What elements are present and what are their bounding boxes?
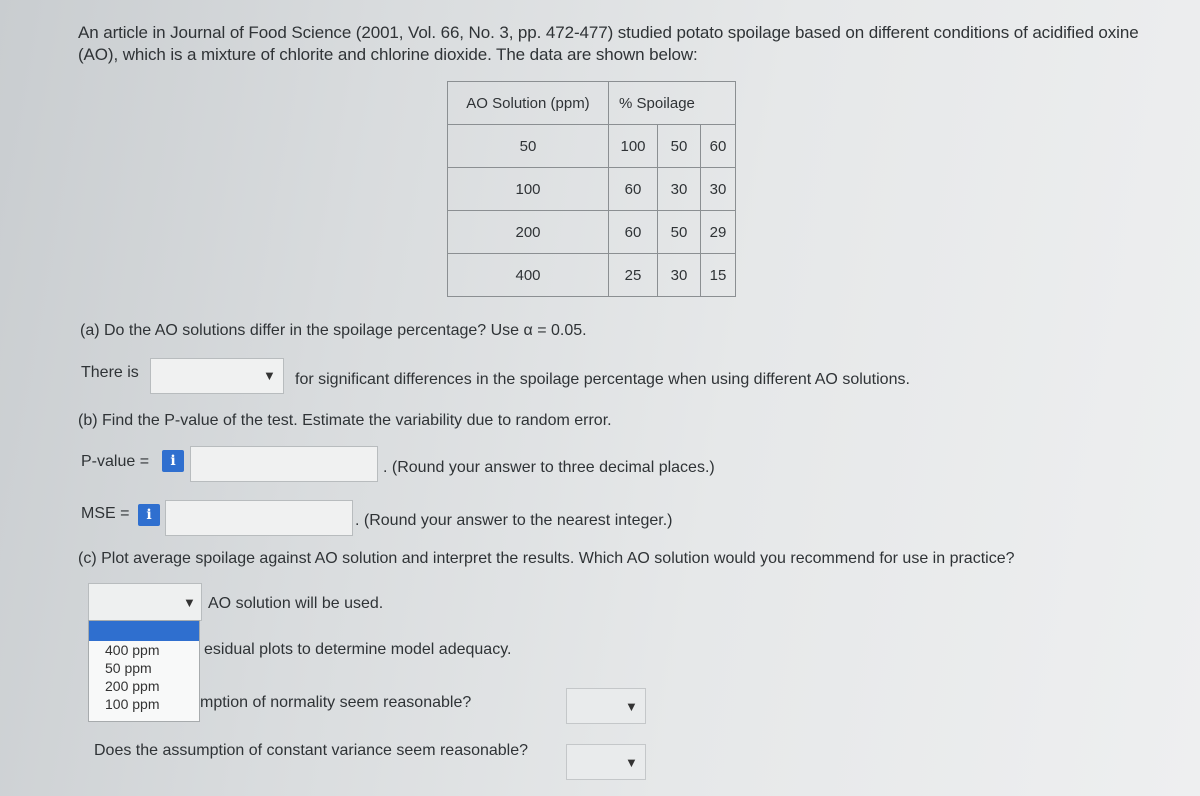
header-ao-solution: AO Solution (ppm) xyxy=(448,82,609,125)
dropdown-option[interactable]: 50 ppm xyxy=(105,660,152,676)
table-cell: 25 xyxy=(609,254,658,297)
table-cell: 30 xyxy=(658,254,701,297)
data-table xyxy=(447,81,736,297)
table-cell: 60 xyxy=(609,211,658,254)
ao-solution-dropdown[interactable] xyxy=(88,620,200,722)
dropdown-option[interactable]: 400 ppm xyxy=(105,642,160,658)
table-cell: 50 xyxy=(658,211,701,254)
table-row xyxy=(448,125,736,168)
pvalue-hint: . (Round your answer to three decimal places.) xyxy=(383,459,715,476)
mse-label: MSE = xyxy=(81,505,130,522)
table-cell-ao: 50 xyxy=(448,125,609,168)
ao-solution-select[interactable] xyxy=(88,583,202,621)
pvalue-label: P-value = xyxy=(81,453,150,470)
table-cell: 30 xyxy=(701,168,736,211)
table-row xyxy=(448,168,736,211)
part-b-question: (b) Find the P-value of the test. Estimate the variability due to random error. xyxy=(78,412,612,429)
part-a-suffix: for significant differences in the spoilage percentage when using different AO solutions. xyxy=(295,371,910,388)
table-cell-ao: 200 xyxy=(448,211,609,254)
table-row xyxy=(448,211,736,254)
info-icon[interactable]: i xyxy=(138,504,160,526)
table-cell: 50 xyxy=(658,125,701,168)
normality-question: mption of normality seem reasonable? xyxy=(200,694,472,711)
table-cell-ao: 400 xyxy=(448,254,609,297)
part-a-question: (a) Do the AO solutions differ in the spoilage percentage? Use α = 0.05. xyxy=(80,322,587,339)
table-cell: 15 xyxy=(701,254,736,297)
table-cell: 60 xyxy=(609,168,658,211)
table-cell-ao: 100 xyxy=(448,168,609,211)
header-spoilage: % Spoilage xyxy=(609,82,736,125)
part-c-suffix: AO solution will be used. xyxy=(208,595,384,612)
table-row xyxy=(448,254,736,297)
table-cell: 60 xyxy=(701,125,736,168)
normality-select[interactable] xyxy=(566,688,646,724)
residual-text: esidual plots to determine model adequacy. xyxy=(204,641,512,658)
problem-intro: An article in Journal of Food Science (2001, Vol. 66, No. 3, pp. 472-477) studied potato spoilage based on different conditions of acidified oxine (AO), which is a mixture of chlorite and chlorine dioxide. The data are shown below: xyxy=(78,23,1139,64)
dropdown-highlight xyxy=(89,621,199,641)
mse-hint: . (Round your answer to the nearest integer.) xyxy=(355,512,673,529)
pvalue-input[interactable] xyxy=(190,446,378,482)
part-a-prefix: There is xyxy=(81,364,139,381)
chevron-down-icon: ▼ xyxy=(263,368,276,383)
chevron-down-icon: ▼ xyxy=(625,699,638,714)
dropdown-option[interactable]: 200 ppm xyxy=(105,678,160,694)
chevron-down-icon: ▼ xyxy=(625,755,638,770)
dropdown-option[interactable]: 100 ppm xyxy=(105,696,160,712)
part-c-question: (c) Plot average spoilage against AO solution and interpret the results. Which AO solution would you recommend for use in practice? xyxy=(78,550,1015,567)
significance-select[interactable] xyxy=(150,358,284,394)
variance-question: Does the assumption of constant variance seem reasonable? xyxy=(94,742,529,759)
chevron-down-icon: ▼ xyxy=(183,595,196,610)
variance-select[interactable] xyxy=(566,744,646,780)
table-cell: 100 xyxy=(609,125,658,168)
table-cell: 30 xyxy=(658,168,701,211)
table-cell: 29 xyxy=(701,211,736,254)
info-icon[interactable]: i xyxy=(162,450,184,472)
mse-input[interactable] xyxy=(165,500,353,536)
